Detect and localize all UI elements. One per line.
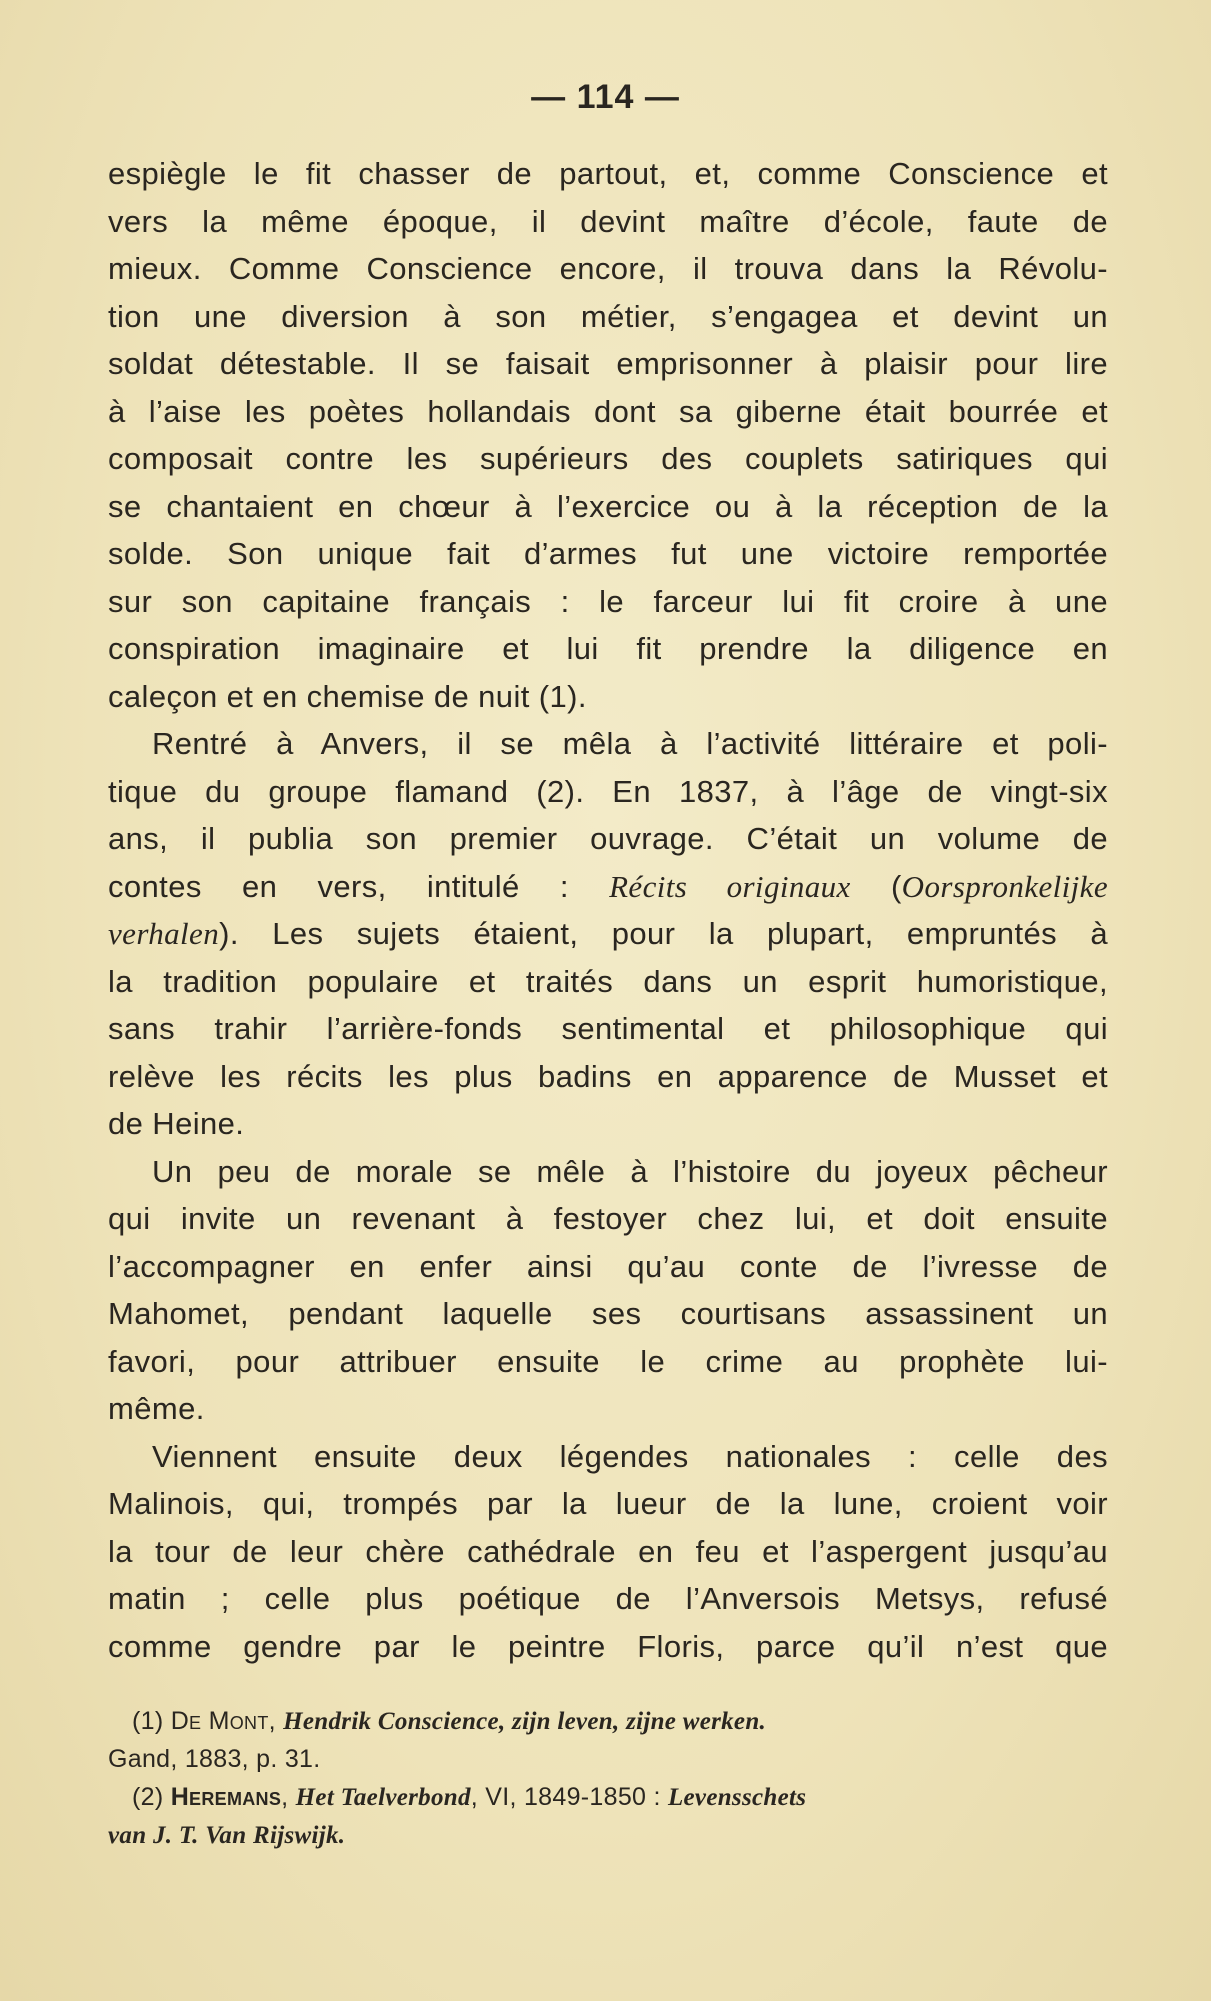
text-line: mieux. Comme Conscience encore, il trouva dans la Révolu-	[108, 251, 1108, 286]
text-line: vers la même époque, il devint maître d’école, faute de	[108, 203, 1108, 239]
text-line	[108, 910, 1108, 958]
footnote-2-continuation	[108, 1816, 1108, 1854]
text-line: favori, pour attribuer ensuite le crime au prophète lui-	[108, 1343, 1108, 1379]
text-line: Malinois, qui, trompés par la lueur de la lune, croient voir	[108, 1486, 1108, 1521]
text-line: ans, il publia son premier ouvrage. C’était un volume de	[108, 821, 1108, 856]
body-text	[108, 150, 1108, 1670]
text-segment: ). Les sujets étaient, pour la plupart, empruntés à	[219, 916, 1108, 951]
text-line: l’accompagner en enfer ainsi qu’au conte de l’ivresse de	[108, 1248, 1108, 1284]
text-line: conspiration imaginaire et lui fit prendre la diligence en	[108, 631, 1108, 666]
text-line: composait contre les supérieurs des couplets satiriques qui	[108, 441, 1108, 476]
text-line: la tradition populaire et traités dans un esprit humoristique,	[108, 963, 1108, 999]
text-line: à l’aise les poètes hollandais dont sa giberne était bourrée et	[108, 393, 1108, 429]
text-line: même.	[108, 1391, 205, 1426]
text-line: Rentré à Anvers, il se mêla à l’activité littéraire et poli-	[152, 726, 1108, 761]
text-line: la tour de leur chère cathédrale en feu et l’aspergent jusqu’au	[108, 1533, 1108, 1569]
footnotes	[108, 1702, 1108, 1854]
footnote-2-author: Heremans	[170, 1783, 282, 1811]
text-line: tion une diversion à son métier, s’engagea et devint un	[108, 298, 1108, 334]
text-line: de Heine.	[108, 1106, 245, 1141]
footnote-2-separator: ,	[281, 1783, 296, 1811]
text-line: soldat détestable. Il se faisait emprisonner à plaisir pour lire	[108, 346, 1108, 381]
text-line: solde. Son unique fait d’armes fut une victoire remportée	[108, 536, 1108, 571]
footnote-1-author: De Mont	[170, 1707, 269, 1735]
text-line: caleçon et en chemise de nuit (1).	[108, 678, 587, 714]
footnote-2-title: Het Taelverbond	[295, 1784, 471, 1811]
footnote-2-volume: , VI, 1849-1850 :	[470, 1783, 668, 1811]
page-number: — 114 —	[531, 78, 680, 116]
text-line: se chantaient en chœur à l’exercice ou à la réception de la	[108, 488, 1108, 524]
text-segment: (	[850, 868, 902, 904]
footnote-2-title-2: Levensschets	[667, 1784, 807, 1811]
text-line: espiègle le fit chasser de partout, et, comme Conscience et	[108, 156, 1108, 191]
text-line: relève les récits les plus badins en apparence de Musset et	[108, 1058, 1108, 1094]
text-segment: contes en vers, intitulé :	[108, 868, 610, 904]
text-line	[108, 863, 1108, 911]
text-line: matin ; celle plus poétique de l’Anversois Metsys, refusé	[108, 1581, 1108, 1616]
text-line: qui invite un revenant à festoyer chez lui, et doit ensuite	[108, 1201, 1108, 1236]
footnote-1	[108, 1702, 1108, 1740]
text-line: Mahomet, pendant laquelle ses courtisans assassinent un	[108, 1296, 1108, 1331]
text-line: sans trahir l’arrière-fonds sentimental et philosophique qui	[108, 1011, 1108, 1046]
footnote-1-title: Hendrik Conscience, zijn leven, zijne werken.	[283, 1708, 767, 1735]
footnote-1-continuation: Gand, 1883, p. 31.	[108, 1745, 321, 1773]
text-line: Viennent ensuite deux légendes nationales : celle des	[152, 1438, 1108, 1474]
footnote-1-separator: ,	[268, 1707, 284, 1735]
italic-title: Récits originaux	[609, 868, 851, 904]
text-line: tique du groupe flamand (2). En 1837, à l’âge de vingt-six	[108, 773, 1108, 809]
text-line: comme gendre par le peintre Floris, parce qu’il n’est que	[108, 1628, 1108, 1664]
footnote-2-number: (2)	[132, 1783, 171, 1811]
footnote-2	[108, 1778, 1108, 1816]
italic-title: Oorspronkelijke	[901, 868, 1108, 904]
text-line: sur son capitaine français : le farceur lui fit croire à une	[108, 583, 1108, 619]
footnote-2-continuation-text: van J. T. Van Rijswijk.	[108, 1822, 346, 1849]
footnote-1-number: (1)	[132, 1707, 171, 1735]
text-line: Un peu de morale se mêle à l’histoire du joyeux pêcheur	[152, 1153, 1108, 1189]
italic-title: verhalen	[108, 916, 220, 951]
